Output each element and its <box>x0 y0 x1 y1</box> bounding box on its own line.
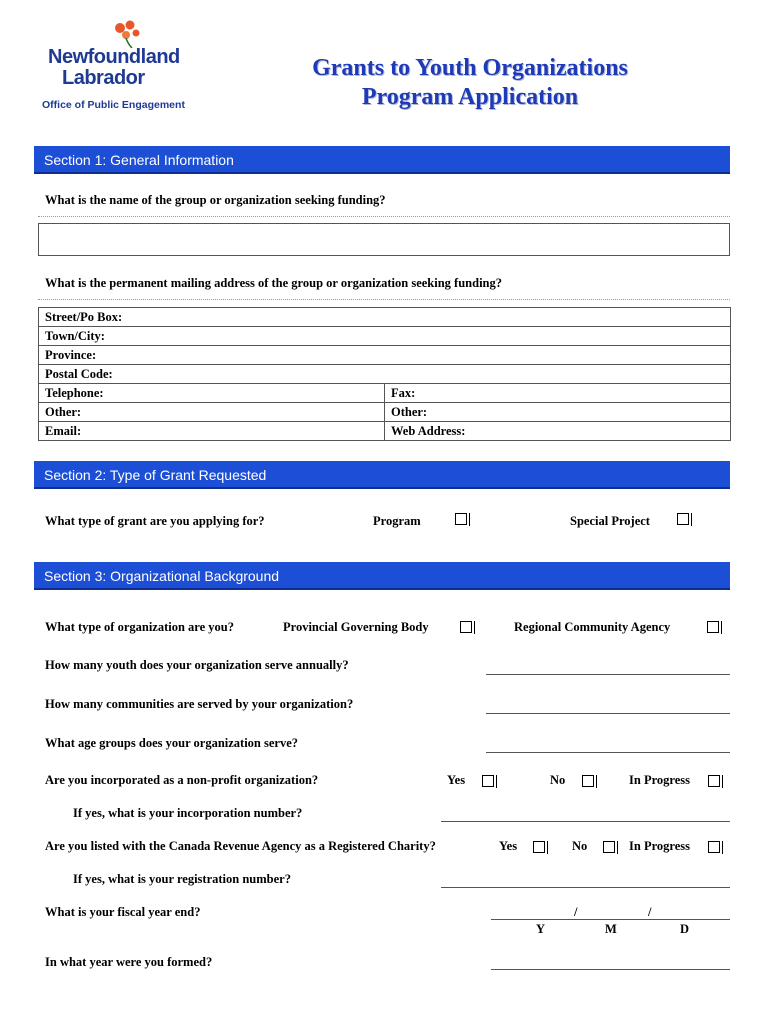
address-table <box>38 307 731 441</box>
pitcher-plant-logo-icon <box>108 18 148 48</box>
question-age-groups: What age groups does your organization serve? <box>45 736 299 750</box>
section-1-heading: Section 1: General Information <box>34 146 730 174</box>
communities-answer-line[interactable] <box>486 713 730 714</box>
postal-code-field[interactable]: Postal Code: <box>39 365 731 384</box>
question-non-profit: Are you incorporated as a non-profit organization? <box>45 773 319 787</box>
province-field[interactable]: Province: <box>39 346 731 365</box>
fax-field[interactable]: Fax: <box>385 384 731 403</box>
option-special-project-label: Special Project <box>570 514 650 528</box>
fiscal-year-end-answer-line[interactable] <box>491 919 730 920</box>
year-formed-answer-line[interactable] <box>491 969 730 970</box>
registration-number-answer-line[interactable] <box>441 887 730 888</box>
other-field-right[interactable]: Other: <box>385 403 731 422</box>
telephone-field[interactable]: Telephone: <box>39 384 385 403</box>
nonprofit-no-checkbox[interactable] <box>582 775 594 787</box>
nonprofit-yes-label: Yes <box>447 773 466 787</box>
question-org-name: What is the name of the group or organization seeking funding? <box>45 193 386 207</box>
question-incorporation-number: If yes, what is your incorporation number? <box>73 806 303 820</box>
provincial-governing-body-checkbox[interactable] <box>460 621 472 633</box>
email-field[interactable]: Email: <box>39 422 385 441</box>
question-year-formed: In what year were you formed? <box>45 955 213 969</box>
form-title-line-2: Program Application <box>361 84 579 110</box>
street-field[interactable]: Street/Po Box: <box>39 308 731 327</box>
question-org-type: What type of organization are you? <box>45 620 234 634</box>
charity-in-progress-label: In Progress <box>629 839 690 853</box>
org-name-field[interactable] <box>38 223 730 256</box>
form-title-line-1: Grants to Youth Organizations <box>312 55 628 81</box>
date-separator-1: / <box>574 905 578 919</box>
logo-line-1: Newfoundland <box>48 46 180 68</box>
charity-yes-label: Yes <box>499 839 518 853</box>
logo-line-2: Labrador <box>62 67 145 89</box>
nonprofit-yes-checkbox[interactable] <box>482 775 494 787</box>
question-fiscal-year-end: What is your fiscal year end? <box>45 905 201 919</box>
nonprofit-in-progress-checkbox[interactable] <box>708 775 720 787</box>
divider <box>38 216 730 217</box>
option-program-label: Program <box>373 514 421 528</box>
divider <box>38 299 730 300</box>
nonprofit-in-progress-label: In Progress <box>629 773 690 787</box>
logo-subtitle: Office of Public Engagement <box>42 99 185 111</box>
section-3-heading: Section 3: Organizational Background <box>34 562 730 590</box>
charity-in-progress-checkbox[interactable] <box>708 841 720 853</box>
charity-yes-checkbox[interactable] <box>533 841 545 853</box>
other-field-left[interactable]: Other: <box>39 403 385 422</box>
nonprofit-no-label: No <box>550 773 566 787</box>
question-communities-served: How many communities are served by your organization? <box>45 697 354 711</box>
web-address-field[interactable]: Web Address: <box>385 422 731 441</box>
option-regional-label: Regional Community Agency <box>514 620 671 634</box>
youth-served-answer-line[interactable] <box>486 674 730 675</box>
question-registered-charity: Are you listed with the Canada Revenue Agency as a Registered Charity? <box>45 839 436 853</box>
program-checkbox[interactable] <box>455 513 467 525</box>
age-groups-answer-line[interactable] <box>486 752 730 753</box>
date-month-label: M <box>605 922 617 936</box>
question-youth-served: How many youth does your organization serve annually? <box>45 658 349 672</box>
regional-community-agency-checkbox[interactable] <box>707 621 719 633</box>
special-project-checkbox[interactable] <box>677 513 689 525</box>
date-year-label: Y <box>536 922 546 936</box>
date-day-label: D <box>680 922 690 936</box>
question-grant-type: What type of grant are you applying for? <box>45 514 265 528</box>
date-separator-2: / <box>648 905 652 919</box>
charity-no-checkbox[interactable] <box>603 841 615 853</box>
town-city-field[interactable]: Town/City: <box>39 327 731 346</box>
section-2-heading: Section 2: Type of Grant Requested <box>34 461 730 489</box>
option-provincial-label: Provincial Governing Body <box>283 620 429 634</box>
logo <box>42 18 208 118</box>
charity-no-label: No <box>572 839 588 853</box>
question-mailing-address: What is the permanent mailing address of the group or organization seeking funding? <box>45 276 502 290</box>
question-registration-number: If yes, what is your registration number? <box>73 872 291 886</box>
incorporation-number-answer-line[interactable] <box>441 821 730 822</box>
